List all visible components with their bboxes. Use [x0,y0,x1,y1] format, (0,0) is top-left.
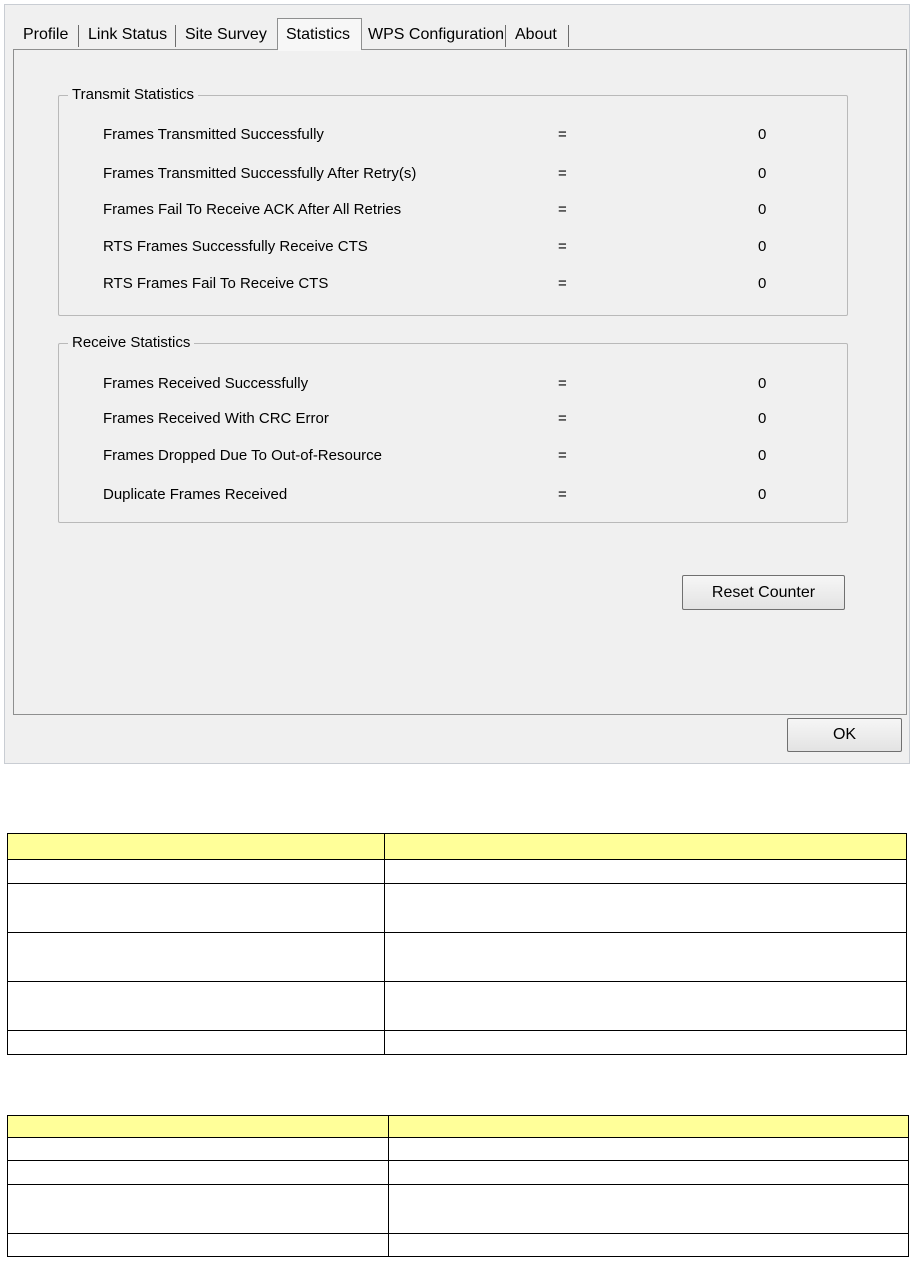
stat-label: RTS Frames Fail To Receive CTS [103,275,329,292]
tab-statistics[interactable]: Statistics [277,18,362,50]
table-cell [8,1234,389,1257]
table-row [8,1161,909,1185]
stat-equals: = [558,275,567,292]
stat-equals: = [558,165,567,182]
table-cell [8,982,385,1031]
stat-equals: = [558,126,567,143]
table-header-cell [389,1116,909,1138]
table-cell [8,860,385,884]
table-row [8,884,907,933]
tab-separator [175,25,176,47]
stat-equals: = [558,375,567,392]
table-header-cell [8,834,385,860]
stat-label: Duplicate Frames Received [103,486,288,503]
table-cell [385,1031,907,1055]
tab-link-status[interactable]: Link Status [81,21,175,49]
ok-button[interactable]: OK [787,718,902,752]
stat-value: 0 [758,126,767,143]
statistics-dialog [4,4,910,764]
stat-value: 0 [758,410,767,427]
table-row [8,982,907,1031]
stat-label: RTS Frames Successfully Receive CTS [103,238,368,255]
tab-profile[interactable]: Profile [16,21,78,49]
table-cell [389,1234,909,1257]
active-tab-join [278,49,361,51]
table-header-cell [8,1116,389,1138]
stat-label: Frames Dropped Due To Out-of-Resource [103,447,383,464]
stat-label: Frames Transmitted Successfully [103,126,324,143]
transmit-description-table [7,833,907,1055]
stat-label: Frames Received Successfully [103,375,309,392]
stat-label: Frames Received With CRC Error [103,410,329,427]
table-cell [389,1185,909,1234]
table-cell [8,933,385,982]
stat-equals: = [558,201,567,218]
table-row [8,933,907,982]
stat-value: 0 [758,275,767,292]
table-cell [8,1185,389,1234]
statistics-panel [13,49,907,715]
tab-separator [78,25,79,47]
stat-equals: = [558,238,567,255]
table-header-row [8,1116,909,1138]
table-row [8,860,907,884]
stat-value: 0 [758,165,767,182]
stat-equals: = [558,486,567,503]
tab-about[interactable]: About [508,21,568,49]
tab-separator [568,25,569,47]
stat-label: Frames Fail To Receive ACK After All Retries [103,201,402,218]
stat-value: 0 [758,201,767,218]
receive-description-table [7,1115,909,1257]
table-cell [8,1161,389,1185]
table-cell [8,884,385,933]
table-cell [385,982,907,1031]
stat-value: 0 [758,375,767,392]
stat-value: 0 [758,447,767,464]
table-cell [389,1138,909,1161]
table-row [8,1138,909,1161]
stat-equals: = [558,447,567,464]
stat-equals: = [558,410,567,427]
stat-label: Frames Transmitted Successfully After Retry(s) [103,165,417,182]
stat-value: 0 [758,486,767,503]
table-header-row [8,834,907,860]
tab-site-survey[interactable]: Site Survey [178,21,278,49]
table-cell [8,1138,389,1161]
table-row [8,1185,909,1234]
table-cell [385,860,907,884]
tab-separator [505,25,506,47]
table-header-cell [385,834,907,860]
table-cell [385,884,907,933]
stat-value: 0 [758,238,767,255]
tab-wps-configuration[interactable]: WPS Configuration [361,21,504,49]
transmit-statistics-title: Transmit Statistics [68,86,198,104]
receive-statistics-title: Receive Statistics [68,334,194,352]
table-cell [385,933,907,982]
table-cell [8,1031,385,1055]
table-row [8,1234,909,1257]
table-row [8,1031,907,1055]
reset-counter-button[interactable]: Reset Counter [682,575,845,610]
table-cell [389,1161,909,1185]
